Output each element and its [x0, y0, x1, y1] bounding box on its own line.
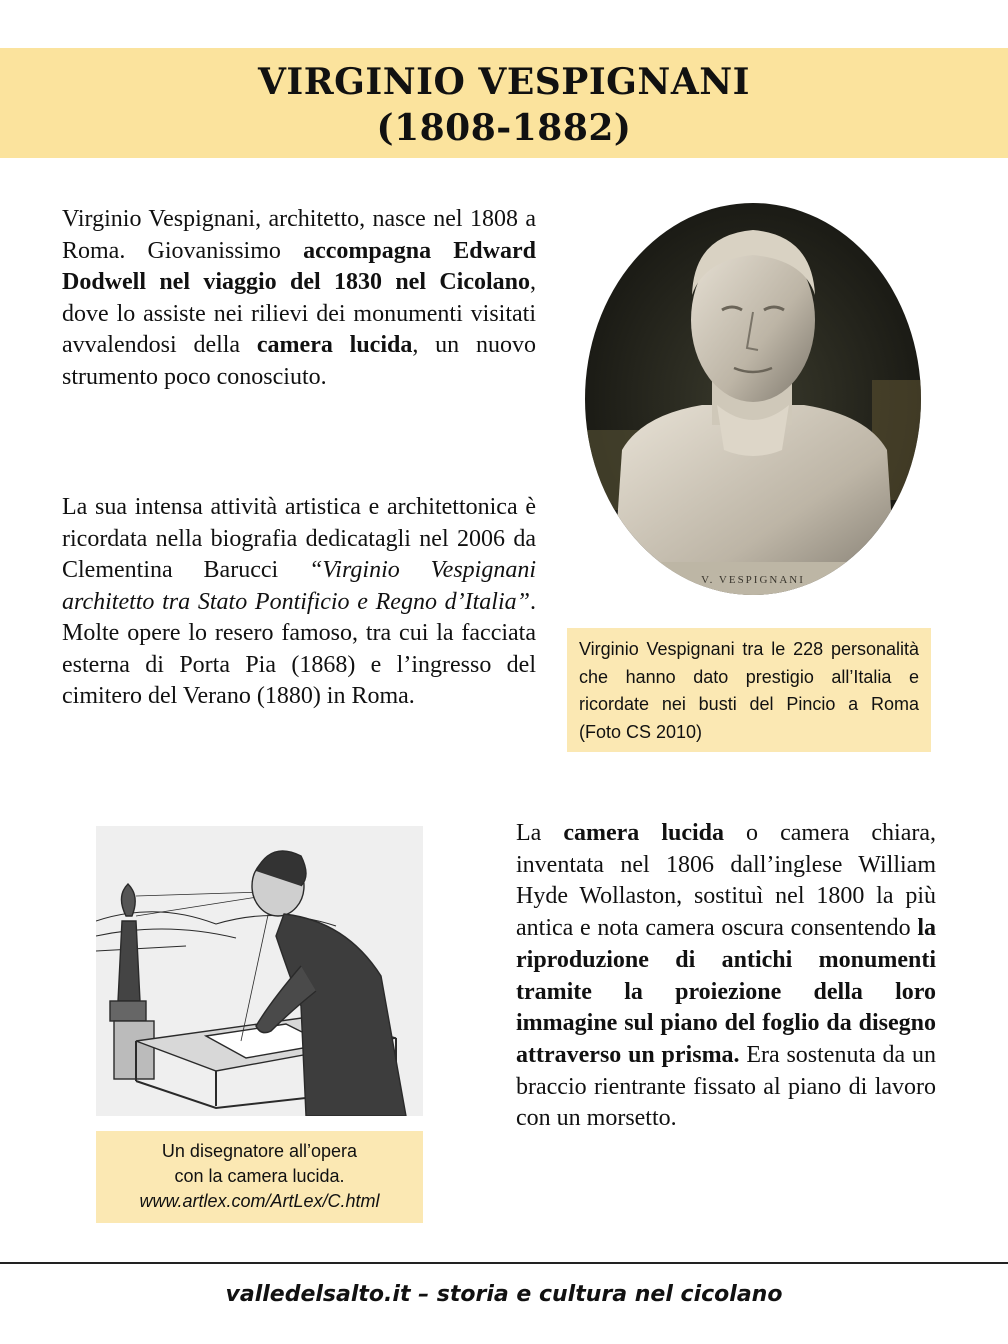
- camera-lucida-engraving: [96, 826, 423, 1116]
- intro-text: , dove lo assiste nei rilievi dei monumenti visitati avvalendosi della: [62, 269, 536, 358]
- drawing-caption: [96, 1131, 423, 1223]
- bust-plinth-text: V. VESPIGNANI: [701, 574, 805, 586]
- page-title: [0, 48, 1008, 151]
- footer-text: valledelsalto.it – storia e cultura nel cicolano: [225, 1282, 783, 1307]
- bust-caption: [567, 628, 931, 752]
- body-text: o camera chiara, inventata nel 1806 dall’inglese William Hyde Wollaston, sostituì nel 1800 la più antica e nota camera oscura consentendo: [516, 820, 936, 942]
- drawing-caption-link: www.artlex.com/ArtLex/C.html: [139, 1191, 380, 1211]
- book-title: “Virginio Vespignani architetto tra Stato Pontificio e Regno d’Italia”: [62, 557, 536, 615]
- page-title-dates: (1808-1882): [376, 107, 632, 149]
- intro-paragraph-1: [62, 204, 536, 393]
- footer-divider: [0, 1262, 1008, 1264]
- drawing-caption-line: con la camera lucida.: [174, 1166, 345, 1186]
- page-title-name: VIRGINIO VESPIGNANI: [257, 61, 751, 103]
- intro-text: La sua intensa attività artistica e architettonica è ricordata nella biografia dedicatagli nel 2006 da Clementina Barucci: [62, 494, 536, 583]
- title-banner: [0, 48, 1008, 158]
- intro-text: Virginio Vespignani, architetto, nasce nel 1808 a Roma. Giovanissimo: [62, 206, 536, 264]
- intro-bold-text: camera lucida: [256, 332, 413, 358]
- body-text: La: [516, 820, 564, 846]
- intro-bold-text: accompagna Edward Dodwell nel viaggio del 1830 nel Cicolano: [62, 237, 536, 295]
- intro-text: , un nuovo strumento poco conosciuto.: [62, 332, 536, 390]
- bust-caption-text: Virginio Vespignani tra le 228 personalità che hanno dato prestigio all’Italia e ricordate nei busti del Pincio a Roma (Foto CS 2010): [579, 639, 919, 742]
- body-bold-text: camera lucida: [563, 820, 725, 846]
- bust-photo: [582, 200, 924, 598]
- camera-lucida-paragraph: [516, 818, 936, 1135]
- intro-text: . Molte opere lo resero famoso, tra cui la facciata esterna di Porta Pia (1868) e l’ingresso del cimitero del Verano (1880) in Roma.: [62, 588, 536, 709]
- body-bold-text: la riproduzione di antichi monumenti tramite la proiezione della loro immagine sul piano del foglio da disegno attraverso un prisma.: [516, 915, 936, 1068]
- drawing-caption-line: Un disegnatore all’opera: [161, 1141, 358, 1161]
- body-text: Era sostenuta da un braccio rientrante fissato al piano di lavoro con un morsetto.: [516, 1041, 936, 1132]
- intro-paragraph-2: [62, 492, 536, 713]
